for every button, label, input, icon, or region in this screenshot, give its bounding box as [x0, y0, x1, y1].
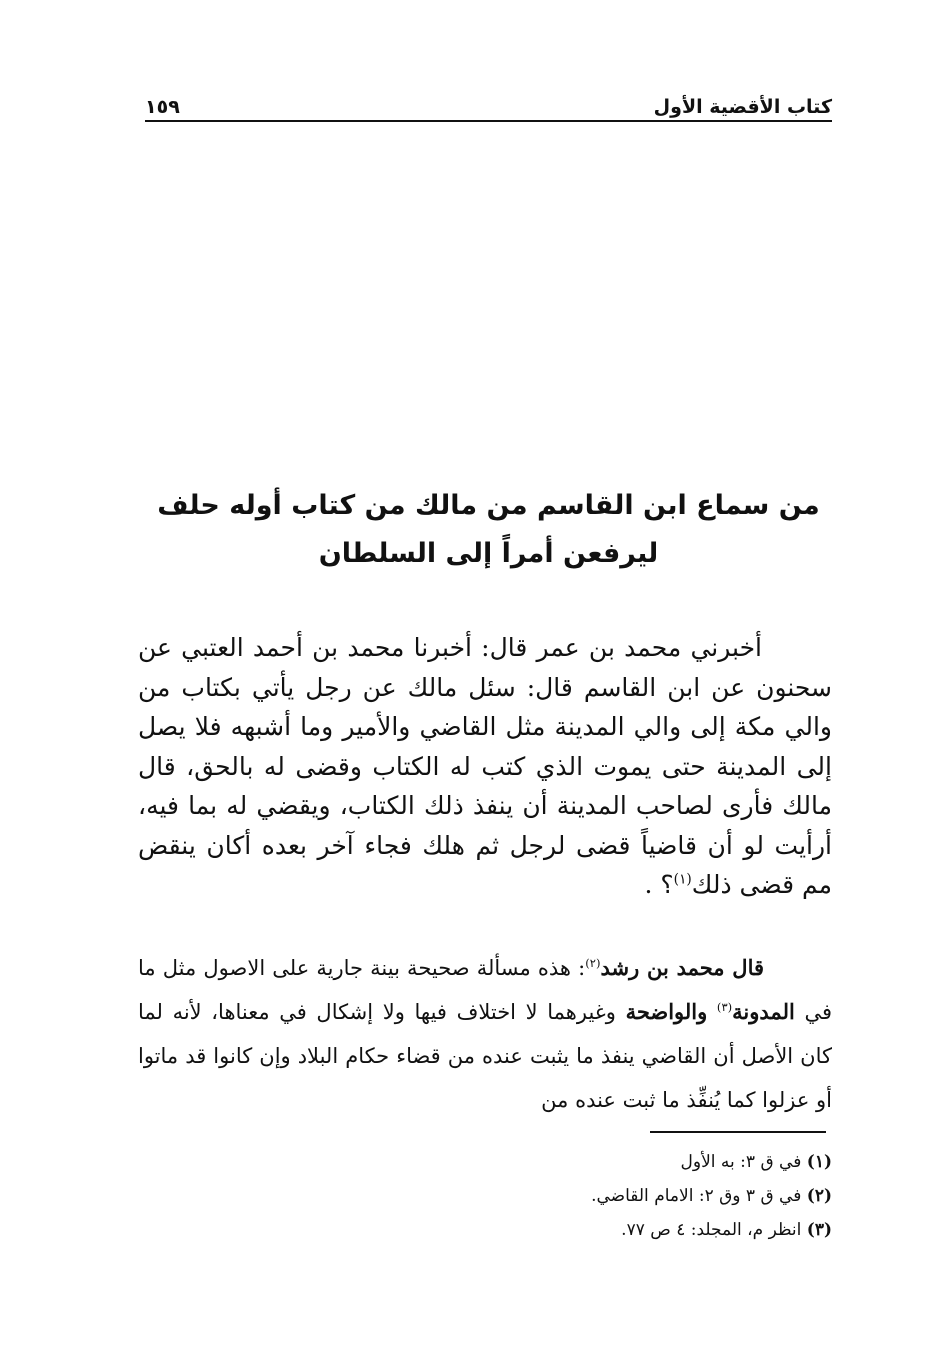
footnote-text: انظر م، المجلد: ٤ ص ٧٧. [621, 1220, 802, 1240]
header-rule [145, 120, 832, 122]
footnote-number: (٢) [806, 1186, 832, 1206]
commentary-speaker: قال محمد بن رشد [600, 955, 765, 980]
footnote-number: (٣) [806, 1220, 832, 1240]
main-text [138, 628, 832, 905]
footnotes [400, 1145, 832, 1247]
commentary [138, 946, 832, 1122]
book-ref-conjunction: و [697, 999, 708, 1024]
footnote-number: (١) [806, 1152, 832, 1172]
footnote-ref-3: (٣) [716, 1000, 733, 1014]
main-paragraph-text: أخبرني محمد بن عمر قال: أخبرنا محمد بن أحمد العتبي عن سحنون عن ابن القاسم قال: سئل مالك عن رجل يأتي بكتاب من والي مكة إلى والي المدينة مثل القاضي والأمير وما أشبهه فلا يصل إلى المدينة حتى يموت الذي كتب له الكتاب وقضى له بالحق، قال مالك فأرى لصاحب المدينة أن ينفذ ذلك الكتاب، ويقضي له بما فيه، أرأيت لو أن قاضياً قضى لرجل ثم هلك فجاء آخر بعده أكان ينقض مم قضى ذلك [138, 633, 833, 899]
footnote-2 [400, 1179, 832, 1213]
book-ref-wadiha: الواضحة [625, 999, 698, 1024]
chapter-title [145, 482, 832, 578]
book-ref-mudawwana: المدونة [732, 999, 795, 1024]
chapter-title-line-1: من سماع ابن القاسم من مالك من كتاب أوله حلف [157, 490, 820, 521]
commentary-text-part-2: وغيرهما لا اختلاف فيها ولا إشكال في معناها، لأنه لما كان الأصل أن القاضي ينفذ ما يثبت عنده من قضاء حكام البلاد وإن كانوا قد ماتوا أو عزلوا كما يُنفِّذ ما ثبت عنده من [138, 1000, 832, 1112]
chapter-title-line-2: ليرفعن أمراً إلى السلطان [318, 538, 659, 569]
book-title: كتاب الأقضية الأول [653, 96, 832, 118]
footnote-1 [400, 1145, 832, 1179]
footnote-text: في ق ٣: به الأول [680, 1152, 802, 1172]
commentary-paragraph [138, 946, 832, 1122]
footnote-ref-2: (٢) [585, 956, 601, 970]
running-header [145, 88, 832, 118]
commentary-text-part-1: : هذه مسألة صحيحة بينة جارية على الاصول مثل ما في [138, 956, 832, 1024]
main-paragraph-ending: ؟ . [644, 870, 674, 899]
footnote-rule [650, 1131, 826, 1133]
main-paragraph [138, 628, 832, 905]
page-number: ١٥٩ [145, 96, 180, 118]
footnote-text: في ق ٣ وق ٢: الامام القاضي. [591, 1186, 802, 1206]
footnote-ref-1: (١) [673, 871, 692, 888]
footnote-3 [400, 1213, 832, 1247]
